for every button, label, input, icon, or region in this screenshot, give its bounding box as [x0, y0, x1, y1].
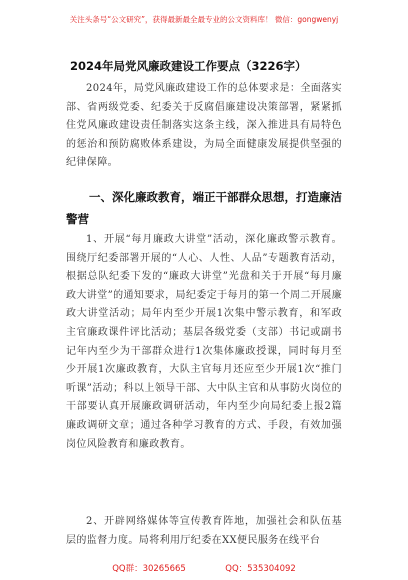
contact-footer — [0, 562, 408, 574]
promo-banner: 关注头条号“公文研究”，获得最新最全最专业的公文资料库！ 微信：gongwenyj — [69, 15, 339, 24]
qq-group-number: QQ群：30265665 — [112, 564, 186, 574]
document-title: 2024年局党风廉政建设工作要点（3226字） — [70, 59, 307, 73]
qq-number: QQ：535304092 — [225, 564, 296, 574]
item-1-paragraph: 1、开展“每月廉政大讲堂”活动，深化廉政警示教育。围绕厅纪委部署开展的“人心、人性、人品”专题教育活动，根据总队纪委下发的“廉政大讲堂”光盘和关于开展“每月廉政大讲堂”的通知要求，局纪委定于每月的第一个周二开展廉政大讲堂活动；局年内至少开展1次集中警示教育，和军政主官廉政课件评比活动；基层各级党委（支部）书记或副书记年内至少为干部群众进行1次集体廉政授课，同时每月至少开展1次廉政教育，大队主官每月还应至少开展1次“推门听课”活动；科以上领导干部、大中队主官和从事防火岗位的干部要认真开展廉政调研活动，年内至少向局纪委上报2篇廉政调研文章；通过各种学习教育的方式、手段，有效加强岗位风险教育和廉政教育。 — [66, 234, 342, 450]
item-2-paragraph: 2、开辟网络媒体等宣传教育阵地，加强社会和队伍基层的监督力度。局将利用厅纪委在XX便民服务在线平台 — [66, 516, 342, 546]
intro-paragraph: 2024年，局党风廉政建设工作的总体要求是：全面落实部、省两级党委、纪委关于反腐倡廉建设决策部署，紧紧抓住党风廉政建设责任制落实这条主线，深入推进具有局特色的惩治和预防腐败体系建设，为局全面健康发展提供坚强的纪律保障。 — [66, 83, 342, 169]
section-heading-1: 一、深化廉政教育，端正干部群众思想，打造廉洁警营 — [66, 190, 342, 226]
